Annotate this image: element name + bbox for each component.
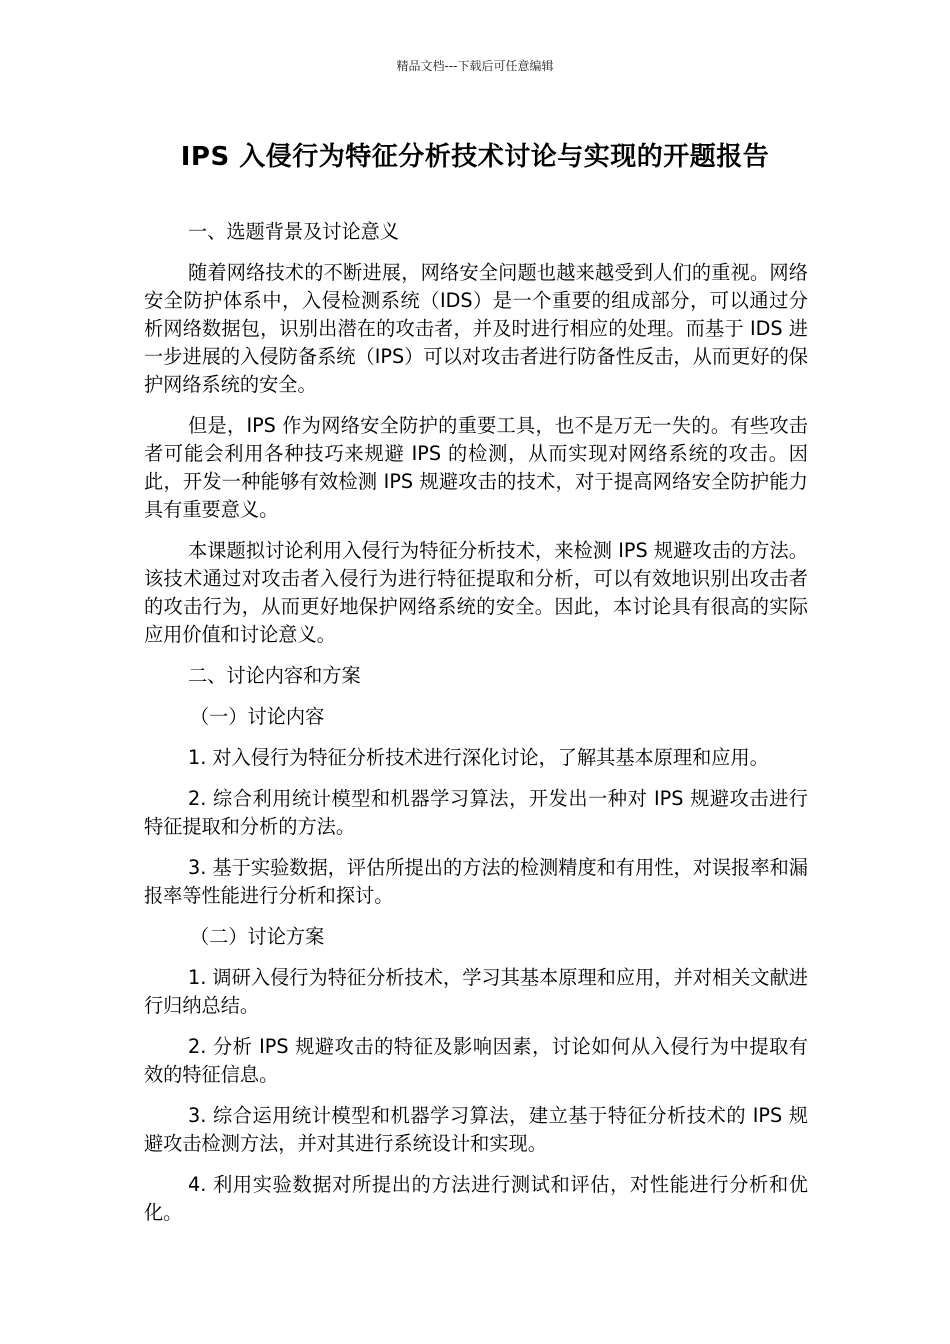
paragraph-background-2: 但是，IPS 作为网络安全防护的重要工具，也不是万无一失的。有些攻击者可能会利用各种技巧来规避 IPS 的检测，从而实现对网络系统的攻击。因此，开发一种能够有效检测 IPS 规避攻击的技术，对于提高网络安全防护能力具有重要意义。: [144, 414, 808, 521]
subheading-plan: （二）讨论方案: [190, 925, 325, 948]
plan-item-4: 4. 利用实验数据对所提出的方法进行测试和评估，对性能进行分析和优化。: [144, 1173, 808, 1224]
content-item-2: 2. 综合利用统计模型和机器学习算法，开发出一种对 IPS 规避攻击进行特征提取和分析的方法。: [144, 787, 808, 838]
paragraph-background-3: 本课题拟讨论利用入侵行为特征分析技术，来检测 IPS 规避攻击的方法。该技术通过对攻击者入侵行为进行特征提取和分析，可以有效地识别出攻击者的攻击行为，从而更好地保护网络系统的安全。因此，本讨论具有很高的实际应用价值和讨论意义。: [144, 539, 808, 646]
header-note: 精品文档---下载后可任意编辑: [396, 59, 554, 73]
plan-item-2: 2. 分析 IPS 规避攻击的特征及影响因素，讨论如何从入侵行为中提取有效的特征信息。: [144, 1035, 808, 1086]
subheading-content: （一）讨论内容: [190, 705, 325, 728]
section-heading-background: 一、选题背景及讨论意义: [188, 220, 400, 243]
section-heading-content-plan: 二、讨论内容和方案: [188, 664, 361, 687]
content-item-3: 3. 基于实验数据，评估所提出的方法的检测精度和有用性，对误报率和漏报率等性能进行分析和探讨。: [144, 856, 808, 907]
content-item-1: 1. 对入侵行为特征分析技术进行深化讨论，了解其基本原理和应用。: [188, 746, 769, 769]
plan-item-1: 1. 调研入侵行为特征分析技术，学习其基本原理和应用，并对相关文献进行归纳总结。: [144, 966, 808, 1017]
paragraph-background-1: 随着网络技术的不断进展，网络安全问题也越来越受到人们的重视。网络安全防护体系中，入侵检测系统（IDS）是一个重要的组成部分，可以通过分析网络数据包，识别出潜在的攻击者，并及时进行相应的处理。而基于 IDS 进一步进展的入侵防备系统（IPS）可以对攻击者进行防备性反击，从而更好的保护网络系统的安全。: [144, 261, 808, 396]
document-body: [144, 218, 808, 1240]
plan-item-3: 3. 综合运用统计模型和机器学习算法，建立基于特征分析技术的 IPS 规避攻击检测方法，并对其进行系统设计和实现。: [144, 1104, 808, 1155]
document-title: IPS 入侵行为特征分析技术讨论与实现的开题报告: [180, 142, 770, 172]
